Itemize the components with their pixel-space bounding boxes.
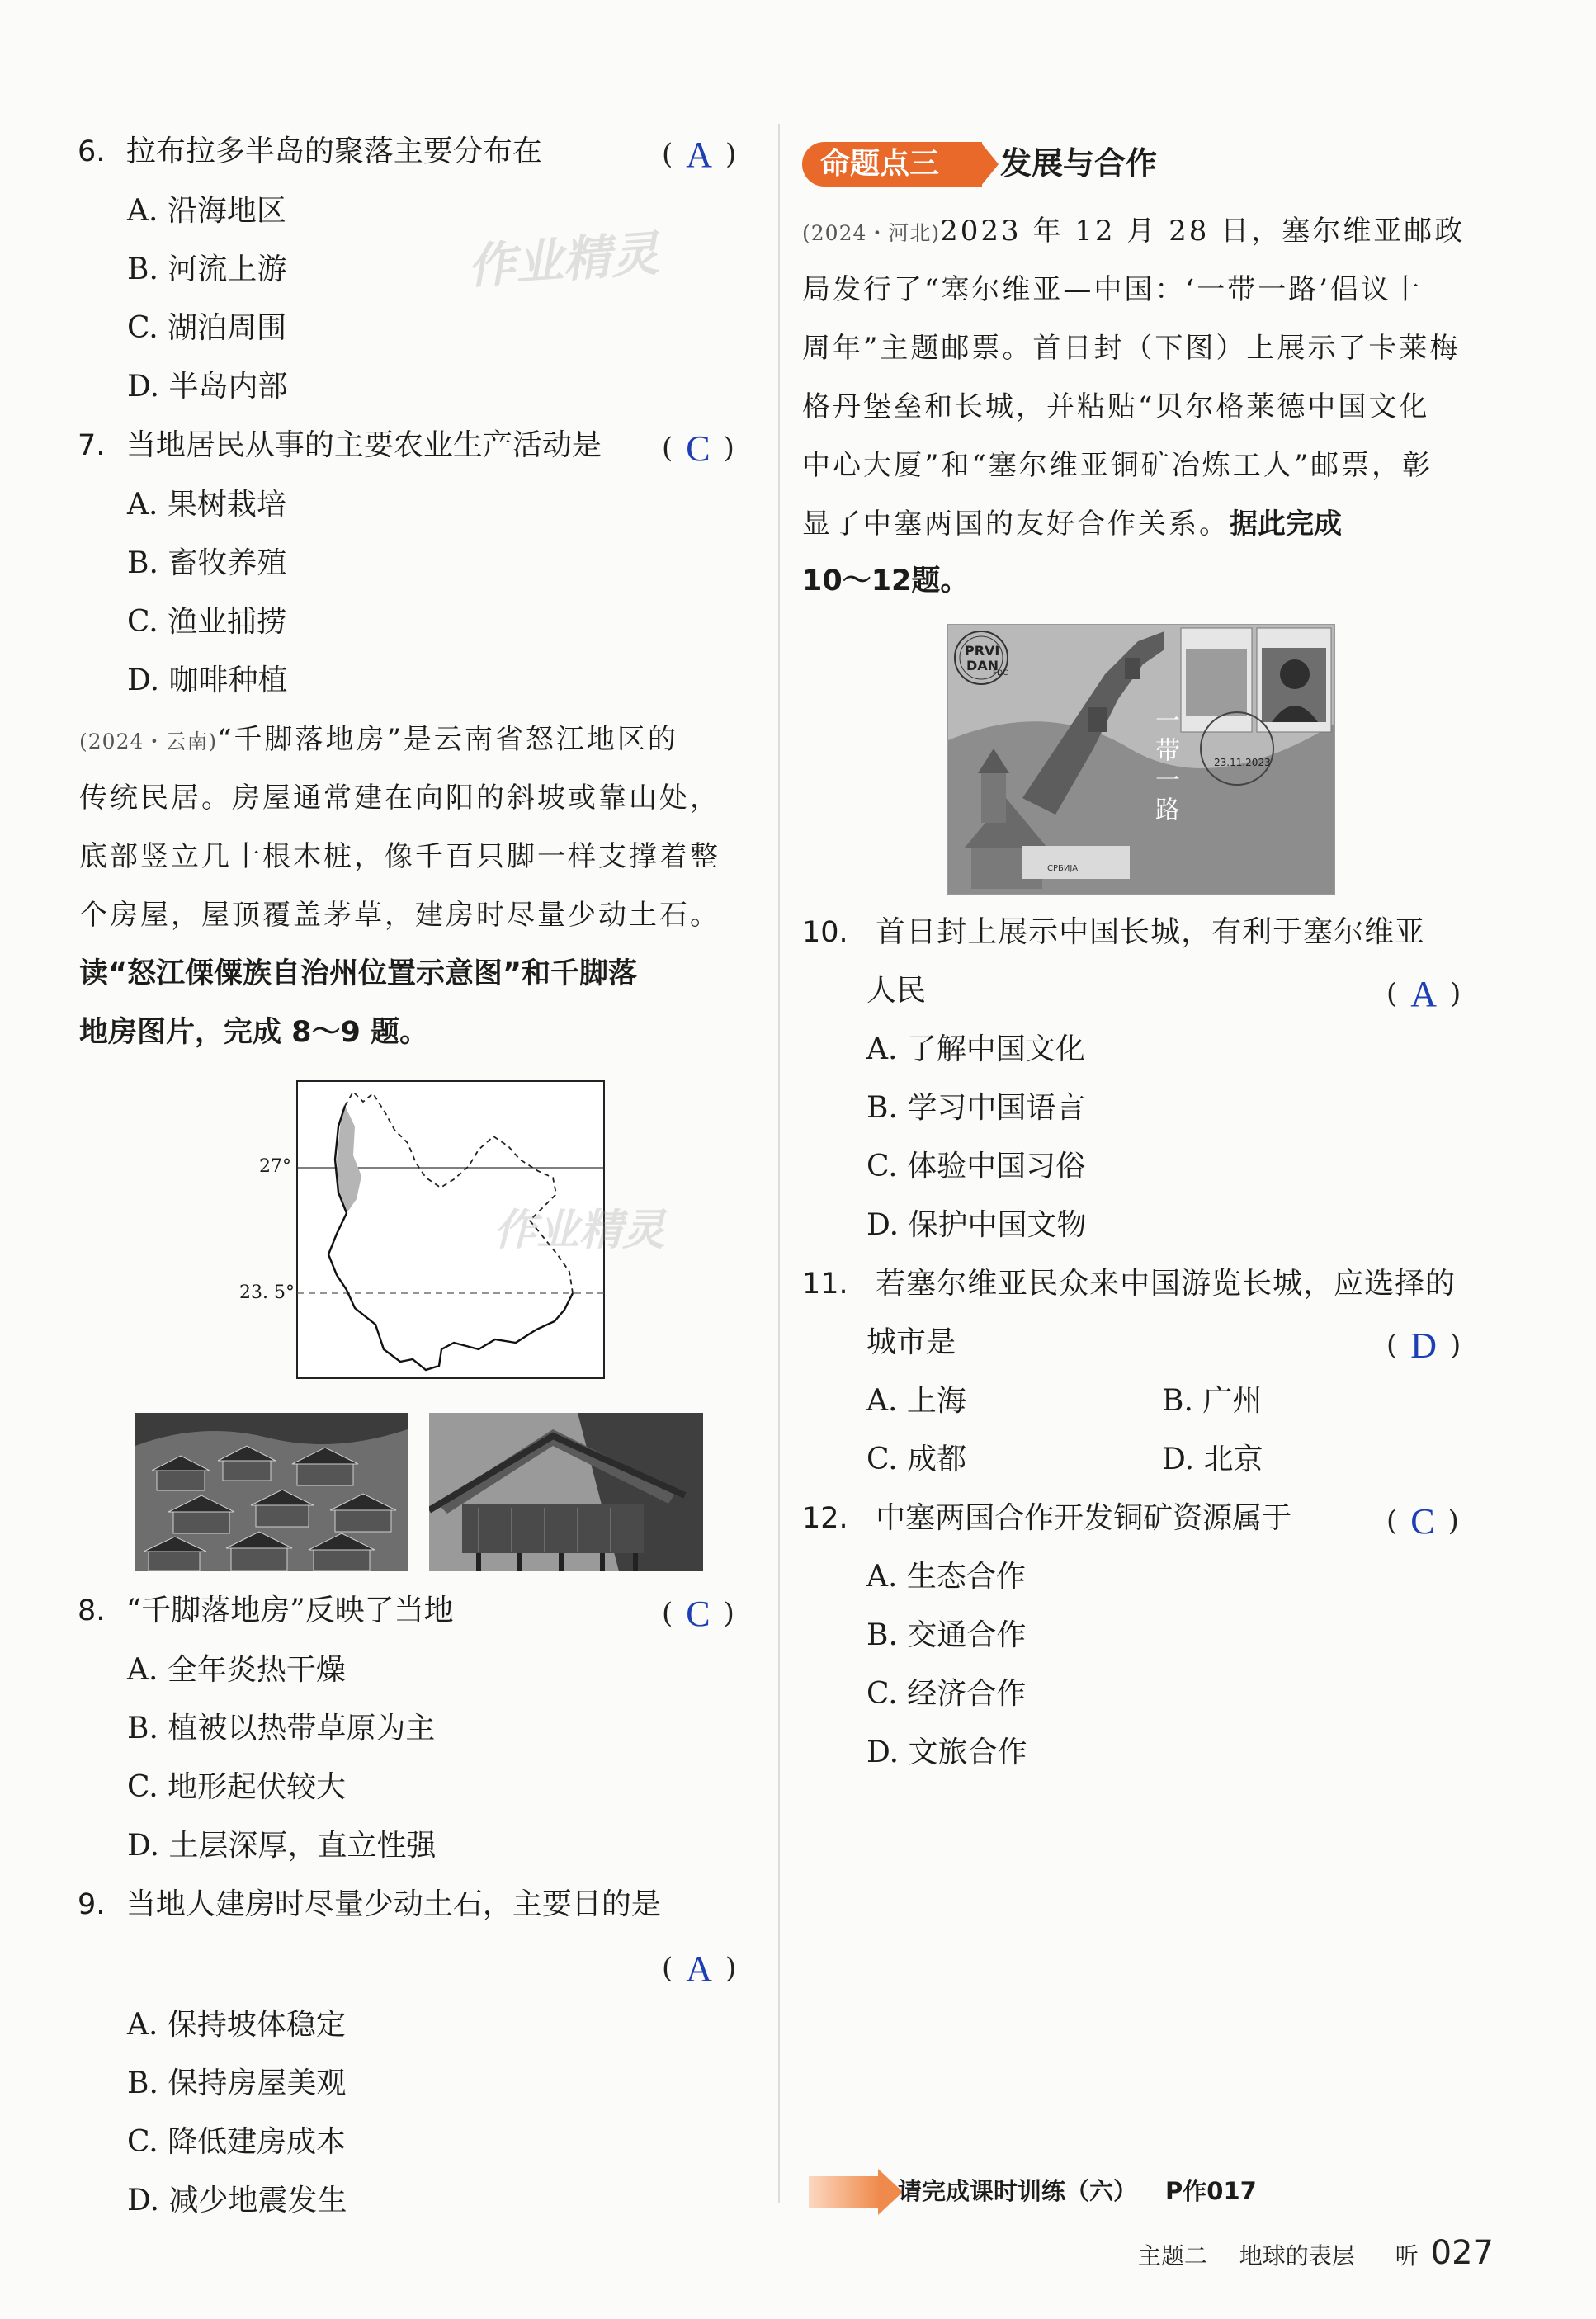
question-11: 11. 若塞尔维亚民众来中国游览长城，应选择的 bbox=[802, 1267, 1457, 1301]
option-6d: D. 半岛内部 bbox=[127, 370, 288, 404]
passage-10-12-line5: 中心大厦”和“塞尔维亚铜矿冶炼工人”邮票，彰 bbox=[802, 449, 1433, 482]
option-10a: A. 了解中国文化 bbox=[866, 1032, 1085, 1066]
option-7c: C. 渔业捕捞 bbox=[127, 605, 287, 639]
question-11-cont: 城市是 bbox=[866, 1325, 956, 1359]
option-11a: A. 上海 bbox=[866, 1384, 966, 1418]
nujiang-location-map bbox=[231, 1077, 666, 1382]
first-day-cover-drawing bbox=[948, 625, 1334, 894]
practice-page-ref: P作017 bbox=[1165, 2177, 1257, 2205]
answer-7: C bbox=[686, 428, 711, 469]
village-drawing bbox=[135, 1413, 408, 1571]
answer-10: A bbox=[1410, 974, 1438, 1014]
question-10-cont: 人民 bbox=[866, 974, 927, 1008]
option-8d: D. 土层深厚，直立性强 bbox=[127, 1829, 437, 1863]
passage-8-9-line3: 底部竖立几十根木桩，像千百只脚一样支撑着整 bbox=[79, 840, 720, 873]
chapter-label: 主题二 bbox=[1137, 2242, 1207, 2269]
option-7b: B. 畜牧养殖 bbox=[127, 546, 287, 580]
stilt-house-drawing bbox=[429, 1413, 703, 1571]
option-7a: A. 果树栽培 bbox=[127, 488, 286, 522]
answer-bracket-7: ( C ) bbox=[662, 428, 734, 469]
option-6a: A. 沿海地区 bbox=[127, 194, 286, 228]
cover-country: СРБИЈА bbox=[1047, 864, 1079, 873]
option-7d: D. 咖啡种植 bbox=[127, 664, 288, 697]
passage-8-9-instruction-2: 地房图片，完成 8～9 题。 bbox=[79, 1016, 429, 1049]
option-9c: C. 降低建房成本 bbox=[127, 2125, 347, 2159]
chapter-title: 地球的表层 bbox=[1239, 2242, 1355, 2269]
answer-bracket-12: ( C ) bbox=[1386, 1501, 1459, 1542]
question-9: 9. 当地人建房时尽量少动土石，主要目的是 bbox=[78, 1887, 661, 1921]
passage-8-9-line1: (2024・云南)“千脚落地房”是云南省怒江地区的 bbox=[79, 723, 678, 756]
option-9d: D. 减少地震发生 bbox=[127, 2184, 347, 2217]
watermark-top: 作业精灵 bbox=[465, 224, 661, 295]
reminder-arrow-bar bbox=[809, 2176, 880, 2208]
passage-10-12-line1: (2024・河北)2023 年 12 月 28 日，塞尔维亚邮政 bbox=[802, 215, 1466, 248]
option-12b: B. 交通合作 bbox=[866, 1618, 1027, 1652]
passage-10-12-instruction: 10～12题。 bbox=[802, 564, 970, 597]
answer-bracket-6: ( A ) bbox=[662, 135, 737, 175]
answer-bracket-10: ( A ) bbox=[1386, 974, 1461, 1014]
passage-10-12-line6: 显了中塞两国的友好合作关系。据此完成 bbox=[802, 508, 1342, 541]
passage-8-9-line4: 个房屋，屋顶覆盖茅草，建房时尽量少动土石。 bbox=[79, 899, 720, 932]
answer-12: C bbox=[1410, 1501, 1435, 1542]
option-10b: B. 学习中国语言 bbox=[866, 1091, 1086, 1125]
latitude-label-23-5: 23. 5° bbox=[239, 1282, 295, 1303]
reminder-text: 请完成课时训练（六） P作017 bbox=[898, 2177, 1257, 2205]
option-8c: C. 地形起伏较大 bbox=[127, 1770, 347, 1804]
option-11c: C. 成都 bbox=[866, 1443, 967, 1476]
option-10d: D. 保护中国文物 bbox=[866, 1208, 1087, 1242]
stamp-prvi: PRVI bbox=[965, 643, 1000, 659]
option-8b: B. 植被以热带草原为主 bbox=[127, 1712, 436, 1745]
passage-source: (2024・云南) bbox=[79, 730, 218, 753]
answer-11: D bbox=[1410, 1325, 1438, 1366]
answer-6: A bbox=[686, 135, 713, 175]
option-9b: B. 保持房屋美观 bbox=[127, 2066, 347, 2100]
page-number: 027 bbox=[1430, 2234, 1494, 2272]
first-day-cover-image bbox=[947, 624, 1335, 895]
option-9a: A. 保持坡体稳定 bbox=[127, 2008, 346, 2042]
section-badge: 命题点三 bbox=[802, 142, 982, 187]
question-10: 10. 首日封上展示中国长城，有利于塞尔维亚 bbox=[802, 915, 1426, 949]
option-6c: C. 湖泊周围 bbox=[127, 311, 287, 345]
belt-and-road-calligraphy: 一带一路 bbox=[1150, 707, 1179, 826]
question-12: 12. 中塞两国合作开发铜矿资源属于 bbox=[802, 1501, 1292, 1535]
listen-label: 听 bbox=[1395, 2242, 1419, 2269]
column-divider bbox=[778, 124, 780, 2203]
page-footer bbox=[1138, 2228, 1494, 2281]
question-7: 7. 当地居民从事的主要农业生产活动是 bbox=[78, 428, 602, 462]
stamp-fdc: FDC bbox=[993, 669, 1008, 678]
passage-source-hebei: (2024・河北) bbox=[802, 221, 941, 245]
answer-bracket-8: ( C ) bbox=[662, 1594, 734, 1634]
question-8: 8. “千脚落地房”反映了当地 bbox=[78, 1594, 454, 1627]
section-badge-tip bbox=[980, 142, 999, 187]
latitude-label-27: 27° bbox=[259, 1156, 291, 1177]
passage-10-12-line2: 局发行了“塞尔维亚—中国：‘一带一路’倡议十 bbox=[802, 273, 1422, 306]
answer-bracket-11: ( D ) bbox=[1386, 1325, 1461, 1366]
passage-10-12-line3: 周年”主题邮票。首日封（下图）上展示了卡莱梅 bbox=[802, 332, 1461, 365]
photo-stilt-house bbox=[429, 1413, 703, 1571]
cancellation-date: 23.11.2023 bbox=[1214, 757, 1271, 768]
answer-9: A bbox=[686, 1948, 713, 1989]
answer-bracket-9: ( A ) bbox=[662, 1948, 737, 1989]
passage-8-9-line2: 传统民居。房屋通常建在向阳的斜坡或靠山处， bbox=[79, 782, 720, 815]
watermark-map: 作业精灵 bbox=[493, 1206, 666, 1255]
photo-village-on-slope bbox=[135, 1413, 408, 1571]
option-6b: B. 河流上游 bbox=[127, 253, 287, 286]
answer-8: C bbox=[686, 1594, 711, 1634]
question-6: 6. 拉布拉多半岛的聚落主要分布在 bbox=[78, 135, 542, 168]
passage-10-12-line4: 格丹堡垒和长城，并粘贴“贝尔格莱德中国文化 bbox=[802, 390, 1430, 423]
option-12a: A. 生态合作 bbox=[866, 1560, 1026, 1594]
option-11d: D. 北京 bbox=[1162, 1443, 1263, 1476]
option-8a: A. 全年炎热干燥 bbox=[127, 1653, 346, 1687]
option-12c: C. 经济合作 bbox=[866, 1677, 1027, 1711]
stamp-dan: DAN bbox=[966, 658, 999, 673]
option-10c: C. 体验中国习俗 bbox=[866, 1150, 1086, 1183]
option-11b: B. 广州 bbox=[1162, 1384, 1263, 1418]
option-12d: D. 文旅合作 bbox=[866, 1736, 1027, 1769]
passage-8-9-instruction-1: 读“怒江傈僳族自治州位置示意图”和千脚落 bbox=[79, 957, 638, 990]
section-title: 发展与合作 bbox=[1000, 145, 1158, 182]
